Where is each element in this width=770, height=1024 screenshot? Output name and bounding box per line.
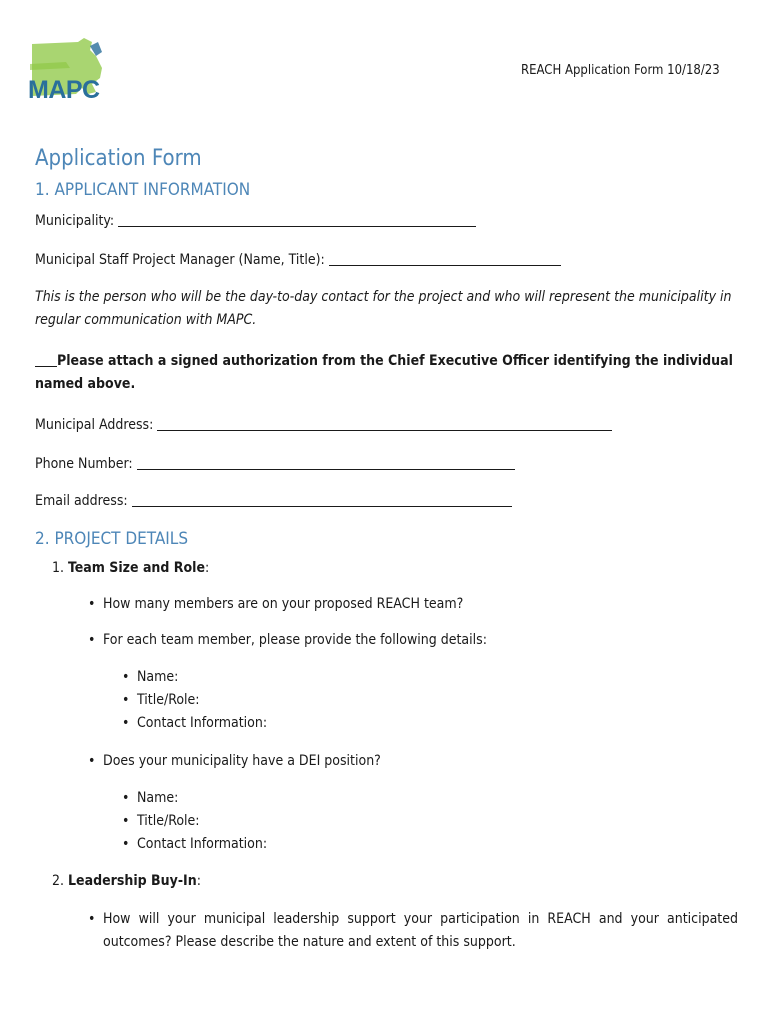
list-item: • Name: bbox=[122, 669, 179, 685]
phone-label: Phone Number: bbox=[35, 456, 133, 472]
list-item: • Does your municipality have a DEI position? bbox=[88, 753, 381, 769]
address-row bbox=[35, 416, 612, 433]
mapc-logo bbox=[26, 38, 110, 108]
authorization-row bbox=[35, 350, 735, 396]
address-field[interactable] bbox=[157, 416, 612, 431]
list-item: • Name: bbox=[122, 790, 179, 806]
municipality-row bbox=[35, 212, 476, 229]
list-item: • Contact Information: bbox=[122, 836, 268, 852]
section-heading-project: 2. PROJECT DETAILS bbox=[35, 529, 189, 549]
bullet-icon: • bbox=[122, 715, 130, 731]
bullet-icon: • bbox=[122, 813, 130, 829]
item-title: Team Size and Role bbox=[68, 560, 206, 576]
phone-row bbox=[35, 455, 515, 472]
bullet-icon: • bbox=[122, 836, 130, 852]
item-team-size: 1. Team Size and Role: bbox=[52, 560, 210, 576]
email-field[interactable] bbox=[132, 492, 512, 507]
bullet-icon: • bbox=[88, 753, 96, 769]
email-label: Email address: bbox=[35, 493, 128, 509]
list-item: • Title/Role: bbox=[122, 813, 200, 829]
municipality-field[interactable] bbox=[118, 212, 476, 227]
manager-note: This is the person who will be the day-to-day contact for the project and who will represent the municipality in regular communication with MAPC. bbox=[35, 289, 732, 328]
address-label: Municipal Address: bbox=[35, 417, 154, 433]
bullet-icon: • bbox=[88, 911, 96, 927]
page-title: Application Form bbox=[35, 146, 202, 171]
email-row bbox=[35, 492, 512, 509]
authorization-text: Please attach a signed authorization from the Chief Executive Officer identifying the individual named above. bbox=[35, 353, 733, 392]
bullet-icon: • bbox=[122, 692, 130, 708]
manager-label: Municipal Staff Project Manager (Name, Title): bbox=[35, 252, 325, 268]
list-item: • How will your municipal leadership support your participation in REACH and your anticipated outcomes? Please describe the nature and extent of this support. bbox=[88, 908, 738, 954]
bullet-icon: • bbox=[122, 790, 130, 806]
manager-field[interactable] bbox=[329, 251, 561, 266]
list-item: • How many members are on your proposed REACH team? bbox=[88, 596, 464, 612]
manager-row bbox=[35, 251, 561, 268]
item-title: Leadership Buy-In bbox=[68, 873, 197, 889]
bullet-icon: • bbox=[88, 632, 96, 648]
section-heading-applicant: 1. APPLICANT INFORMATION bbox=[35, 180, 251, 200]
item-leadership: 2. Leadership Buy-In: bbox=[52, 873, 201, 889]
logo-text: MAPC bbox=[28, 76, 100, 104]
phone-field[interactable] bbox=[137, 455, 515, 470]
bullet-icon: • bbox=[88, 596, 96, 612]
municipality-label: Municipality: bbox=[35, 213, 115, 229]
list-item: • Title/Role: bbox=[122, 692, 200, 708]
list-item: • Contact Information: bbox=[122, 715, 268, 731]
authorization-checkbox-blank[interactable] bbox=[35, 352, 57, 367]
bullet-icon: • bbox=[122, 669, 130, 685]
item-number: 1. bbox=[52, 560, 65, 576]
form-reference: REACH Application Form 10/18/23 bbox=[521, 63, 720, 78]
item-number: 2. bbox=[52, 873, 65, 889]
list-item: • For each team member, please provide the following details: bbox=[88, 632, 487, 648]
